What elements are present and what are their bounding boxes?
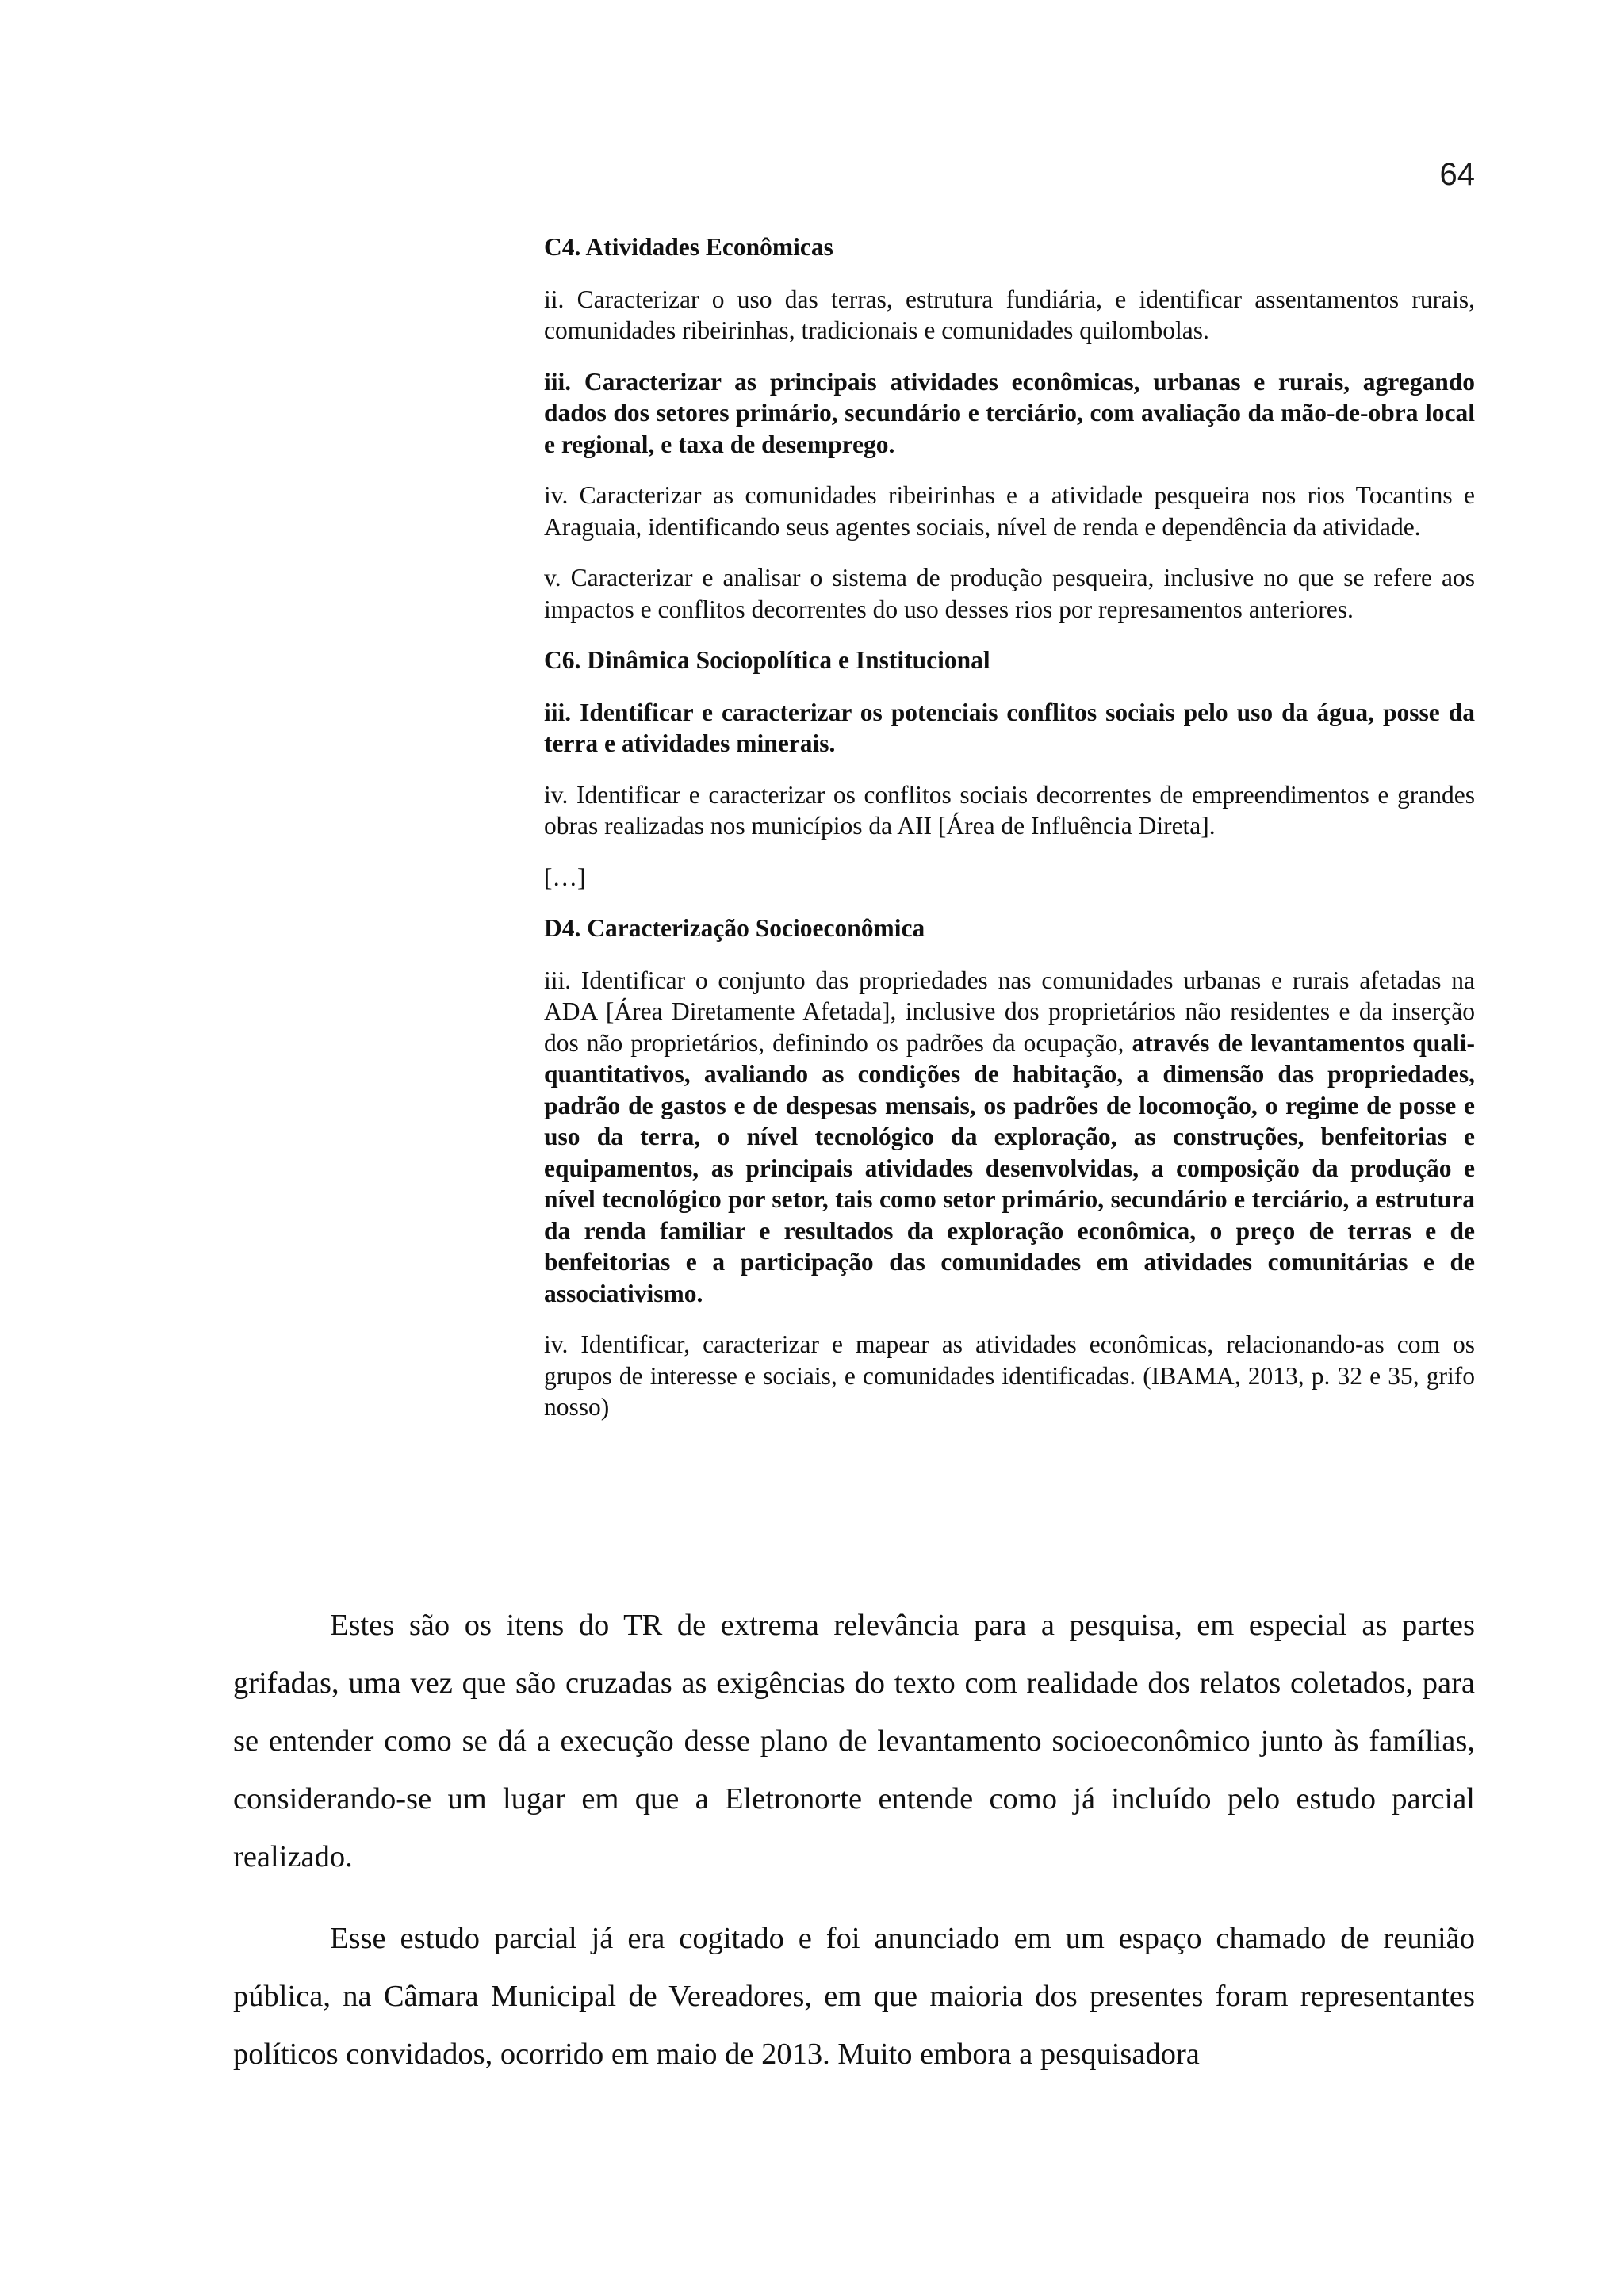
quote-item-d4-iii-emphasis: através de levantamentos quali-quantitativos, avaliando as condições de habitação, a dimensão das propriedades, padrão de gastos e de despesas mensais, os padrões de locomoção, o regime de posse e uso da terra, o nível tecnológico da exploração, as construções, benfeitorias e equipamentos, as principais atividades desenvolvidas, a composição da produção e nível tecnológico por setor, tais como setor primário, secundário e terciário, a estrutura da renda familiar e resultados da exploração econômica, o preço de terras e de benfeitorias e a participação das comunidades em atividades comunitárias e de associativismo. (544, 1028, 1475, 1307)
quote-item-d4-iv: iv. Identificar, caracterizar e mapear as atividades econômicas, relacionando-as com os grupos de interesse e sociais, e comunidades identificadas. (IBAMA, 2013, p. 32 e 35, grifo nosso) (544, 1330, 1475, 1421)
quote-item-c4-iii: iii. Caracterizar as principais atividades econômicas, urbanas e rurais, agregando dados dos setores primário, secundário e terciário, com avaliação da mão-de-obra local e regional, e taxa de desemprego. (544, 367, 1475, 458)
page-number: 64 (1439, 157, 1475, 192)
quote-item-c4-v: v. Caracterizar e analisar o sistema de produção pesqueira, inclusive no que se refere aos impactos e conflitos decorrentes do uso desses rios por represamentos anteriores. (544, 564, 1475, 623)
quote-item-d4-iii-plain: iii. Identificar o conjunto das propriedades nas comunidades urbanas e rurais afetadas na ADA [Área Diretamente Afetada], inclusive dos proprietários não residentes e da inserção dos não proprietários, definindo os padrões da ocupação, (544, 966, 1475, 1057)
block-quote (544, 232, 1475, 1443)
quote-item-c6-iii: iii. Identificar e caracterizar os potenciais conflitos sociais pelo uso da água, posse da terra e atividades minerais. (544, 698, 1475, 757)
body-text (233, 1597, 1475, 2107)
section-heading-d4: D4. Caracterização Socioeconômica (544, 914, 925, 942)
body-paragraph-2: Esse estudo parcial já era cogitado e foi anunciado em um espaço chamado de reunião pública, na Câmara Municipal de Vereadores, em que maioria dos presentes foram representantes políticos convidados, ocorrido em maio de 2013. Muito embora a pesquisadora (233, 1922, 1475, 2071)
quote-item-d4-iii (544, 965, 1475, 1310)
quote-item-c6-iv: iv. Identificar e caracterizar os conflitos sociais decorrentes de empreendimentos e grandes obras realizadas nos municípios da AII [Área de Influência Direta]. (544, 780, 1475, 840)
section-heading-c6: C6. Dinâmica Sociopolítica e Institucional (544, 646, 990, 674)
body-paragraph-1: Estes são os itens do TR de extrema relevância para a pesquisa, em especial as partes grifadas, uma vez que são cruzadas as exigências do texto com realidade dos relatos coletados, para se entender como se dá a execução desse plano de levantamento socioeconômico junto às famílias, considerando-se um lugar em que a Eletronorte entende como já incluído pelo estudo parcial realizado. (233, 1609, 1475, 1873)
section-heading-c4: C4. Atividades Econômicas (544, 233, 833, 261)
ellipsis: […] (544, 863, 586, 891)
quote-item-c4-ii: ii. Caracterizar o uso das terras, estrutura fundiária, e identificar assentamentos rurais, comunidades ribeirinhas, tradicionais e comunidades quilombolas. (544, 285, 1475, 344)
quote-item-c4-iv: iv. Caracterizar as comunidades ribeirinhas e a atividade pesqueira nos rios Tocantins e Araguaia, identificando seus agentes sociais, nível de renda e dependência da atividade. (544, 481, 1475, 541)
